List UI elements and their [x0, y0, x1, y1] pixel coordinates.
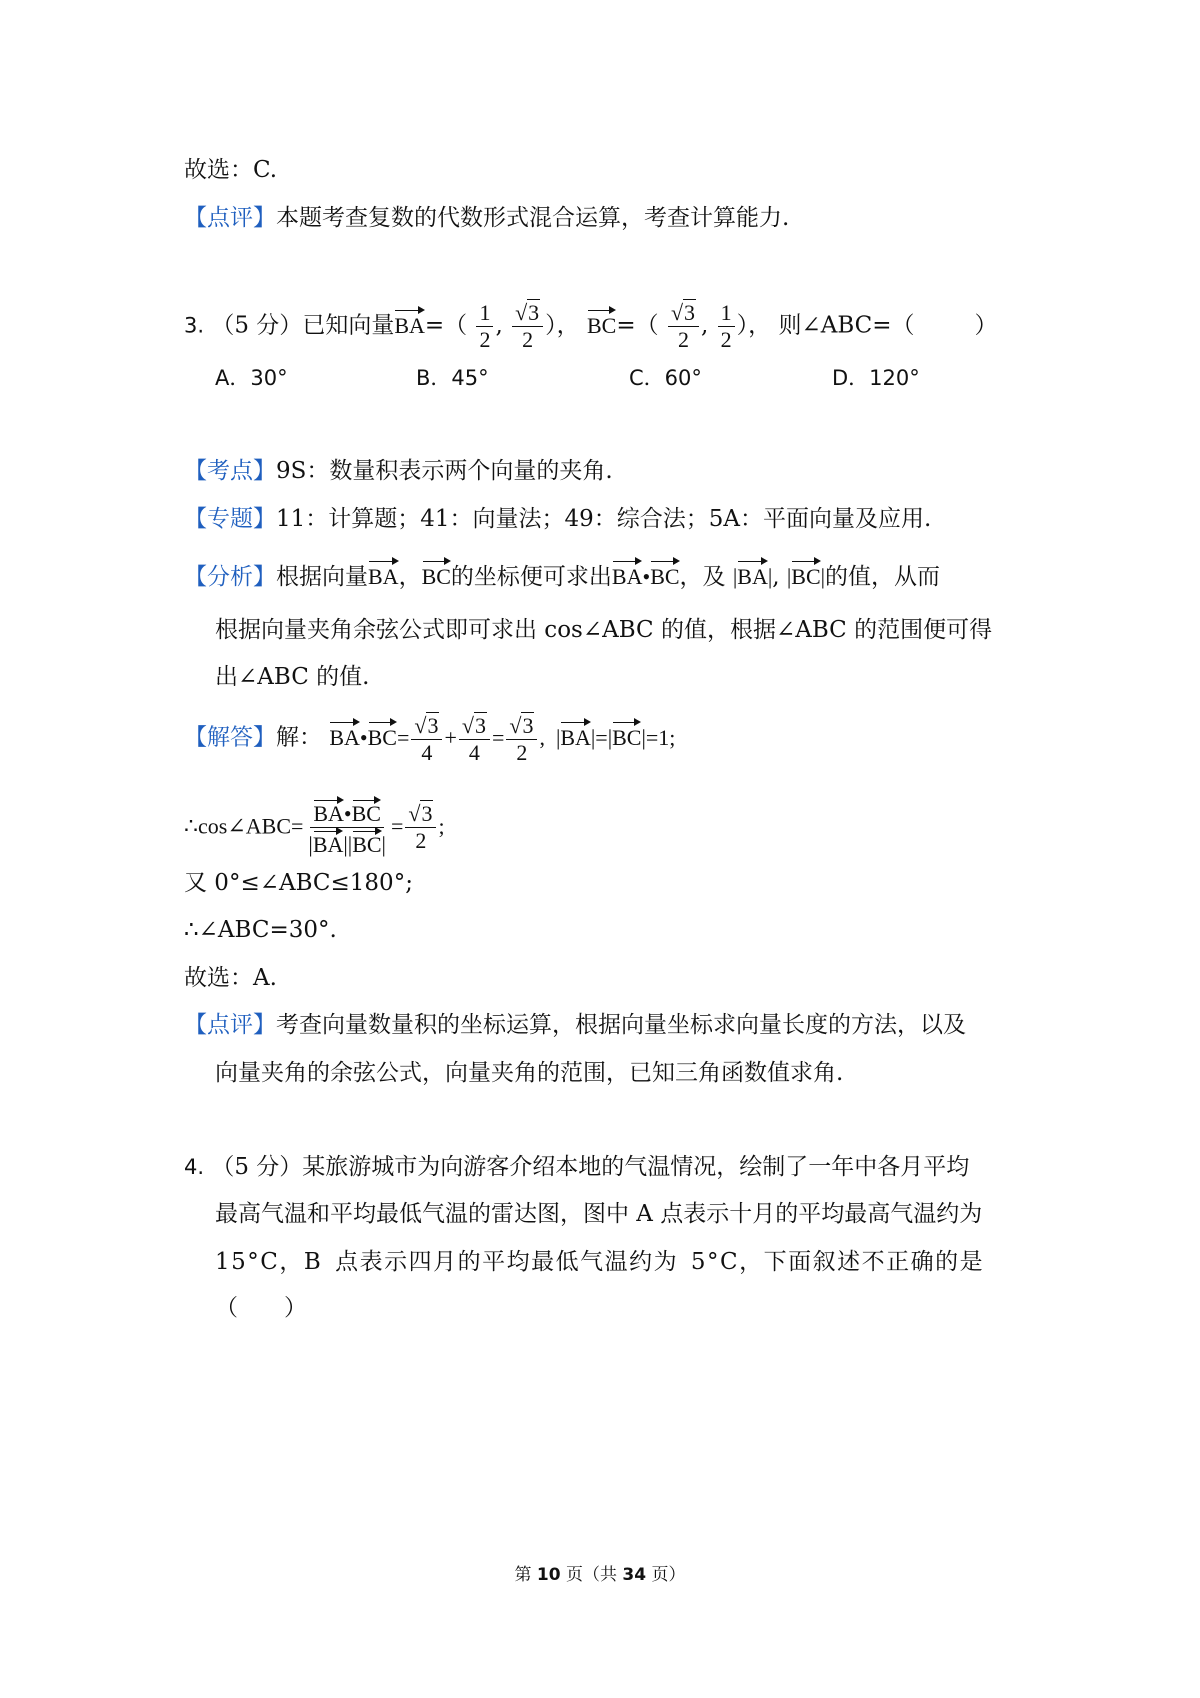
page-footer — [0, 1560, 1200, 1585]
close-paren: ） — [974, 312, 998, 339]
dianping-line-1 — [184, 1010, 966, 1040]
fenxi-line-3: 出∠ABC 的值. — [215, 664, 370, 690]
question-3-options — [0, 363, 1200, 393]
vector-ba: BA — [737, 558, 768, 592]
vector-ba: BA — [612, 558, 643, 592]
jieda-line-1: 【解答】解： BA•BC= $\frac{√3}{4}$ + $\frac{√3}{4}$ = $\frac{√3}{2}$ , |BA|=|BC|=1; — [184, 713, 676, 765]
text: 页） — [651, 1565, 686, 1585]
abs-result: =1; — [645, 724, 676, 750]
fraction — [476, 300, 493, 353]
sqrt-symbol: √3 — [414, 713, 439, 738]
kaodian — [184, 456, 613, 486]
text: ， — [398, 564, 422, 590]
comma: , — [701, 312, 709, 339]
option-b[interactable]: B．45° — [416, 366, 489, 390]
denominator: 2 — [516, 740, 528, 765]
vector-bc: BC — [368, 719, 397, 753]
option-d[interactable]: D．120° — [832, 366, 920, 390]
fraction — [512, 300, 543, 353]
sqrt-symbol: √3 — [461, 713, 486, 738]
kaodian-text: 9S：数量积表示两个向量的夹角. — [276, 458, 613, 484]
sqrt-symbol: √3 — [408, 801, 433, 826]
jieda-range: 又 0°≤∠ABC≤180°; — [184, 870, 413, 896]
text: 的值，从而 — [825, 564, 941, 590]
fenxi-tag: 【分析】 — [184, 564, 276, 590]
review-text: 本题考查复数的代数形式混合运算，考查计算能力. — [276, 205, 790, 231]
radicand: 3 — [528, 300, 540, 325]
question-4-line-2: 最高气温和平均最低气温的雷达图，图中 A 点表示十月的平均最高气温约为 — [215, 1201, 983, 1227]
denominator: 2 — [479, 327, 491, 352]
zhuanti-text: 11：计算题；41：向量法；49：综合法；5A：平面向量及应用. — [276, 506, 932, 532]
cos-prefix: ∴cos∠ABC= — [184, 813, 304, 839]
dot: • — [343, 801, 352, 826]
vector-ba: BA — [313, 797, 344, 827]
dot: • — [359, 724, 368, 750]
vector-ba: BA — [368, 558, 399, 592]
sqrt-symbol: √3 — [515, 300, 540, 325]
close-paren: ）， — [545, 312, 580, 339]
numerator: 1 — [476, 300, 493, 327]
question-number: 3. — [184, 313, 205, 338]
previous-answer: 故选：C. — [184, 157, 278, 183]
page-number: 10 — [536, 1565, 561, 1585]
stem-text: 则∠ABC=（ — [778, 312, 915, 339]
text: （5 分）某旅游城市为向游客介绍本地的气温情况，绘制了一年中各月平均 — [211, 1154, 970, 1180]
fenxi-line-2: 根据向量夹角余弦公式即可求出 cos∠ABC 的值，根据∠ABC 的范围便可得 — [215, 617, 993, 643]
text: 页（共 — [566, 1565, 617, 1585]
question-4-line-3: 15°C，B 点表示四月的平均最低气温约为 5°C，下面叙述不正确的是 — [215, 1249, 985, 1275]
zhuanti-tag: 【专题】 — [184, 506, 276, 532]
denominator: 2 — [720, 327, 732, 352]
text: 第 — [514, 1565, 532, 1585]
numerator: 1 — [718, 300, 735, 327]
jieda-answer: 故选：A. — [184, 965, 277, 991]
denominator: 4 — [421, 740, 433, 765]
question-4-line-1 — [184, 1152, 969, 1182]
sqrt-symbol: √3 — [670, 300, 696, 325]
question-4-line-4: （ ） — [215, 1295, 307, 1321]
dot: • — [642, 564, 651, 589]
option-c[interactable]: C．60° — [629, 366, 702, 390]
kaodian-tag: 【考点】 — [184, 458, 276, 484]
comma: , — [495, 312, 503, 339]
question-number: 4. — [184, 1155, 205, 1179]
text: 考查向量数量积的坐标运算，根据向量坐标求向量长度的方法，以及 — [276, 1012, 966, 1038]
text: 的坐标便可求出 — [450, 564, 612, 590]
equals-open: =（ — [616, 312, 659, 339]
question-3-stem — [184, 300, 998, 353]
dianping-tag: 【点评】 — [184, 1012, 276, 1038]
sqrt-symbol: √3 — [509, 713, 534, 738]
vector-bc: BC — [791, 558, 820, 592]
vector-bc: BC — [352, 828, 381, 858]
previous-review — [184, 203, 789, 233]
fraction — [668, 300, 699, 353]
vector-ba: BA — [394, 307, 425, 341]
vector-ba: BA — [313, 828, 344, 858]
option-a[interactable]: A．30° — [215, 366, 288, 390]
radicand: 3 — [421, 801, 433, 826]
jieda-cos-line: ∴cos∠ABC= $\frac{BA•BC}{|BA||BC|}$ = $\frac{√3}{2}$ ; — [184, 797, 445, 858]
vector-bc: BC — [650, 558, 679, 592]
dianping-line-2: 向量夹角的余弦公式，向量夹角的范围，已知三角函数值求角. — [215, 1060, 844, 1086]
radicand: 3 — [474, 713, 486, 738]
jieda-result: ∴∠ABC=30°. — [184, 917, 337, 943]
question-score: （5 分） — [211, 312, 303, 339]
vector-bc: BC — [422, 558, 451, 592]
jieda-tag: 【解答】 — [184, 724, 276, 751]
zhuanti — [184, 504, 931, 534]
text: 根据向量 — [276, 564, 368, 590]
vector-bc: BC — [352, 797, 381, 827]
vector-bc: BC — [587, 307, 616, 341]
radicand: 3 — [522, 713, 534, 738]
fraction — [718, 300, 735, 353]
text: ，及 — [679, 564, 726, 590]
vector-ba: BA — [329, 719, 360, 753]
fenxi-line-1: 【分析】根据向量BA，BC的坐标便可求出BA•BC，及 |BA|, |BC|的值，从而 — [184, 558, 940, 592]
vector-bc: BC — [612, 719, 641, 753]
denominator: 2 — [415, 828, 427, 853]
radicand: 3 — [427, 713, 439, 738]
radicand: 3 — [684, 300, 696, 325]
close-paren: ）， — [736, 312, 772, 339]
vector-ba: BA — [560, 719, 591, 753]
denominator: 4 — [468, 740, 480, 765]
review-tag: 【点评】 — [184, 205, 276, 231]
text: 解： — [276, 724, 322, 751]
stem-text: 已知向量 — [302, 312, 395, 339]
total-pages: 34 — [622, 1565, 647, 1585]
denominator: 2 — [677, 327, 689, 352]
denominator: 2 — [522, 327, 534, 352]
equals-open: =（ — [424, 312, 468, 339]
